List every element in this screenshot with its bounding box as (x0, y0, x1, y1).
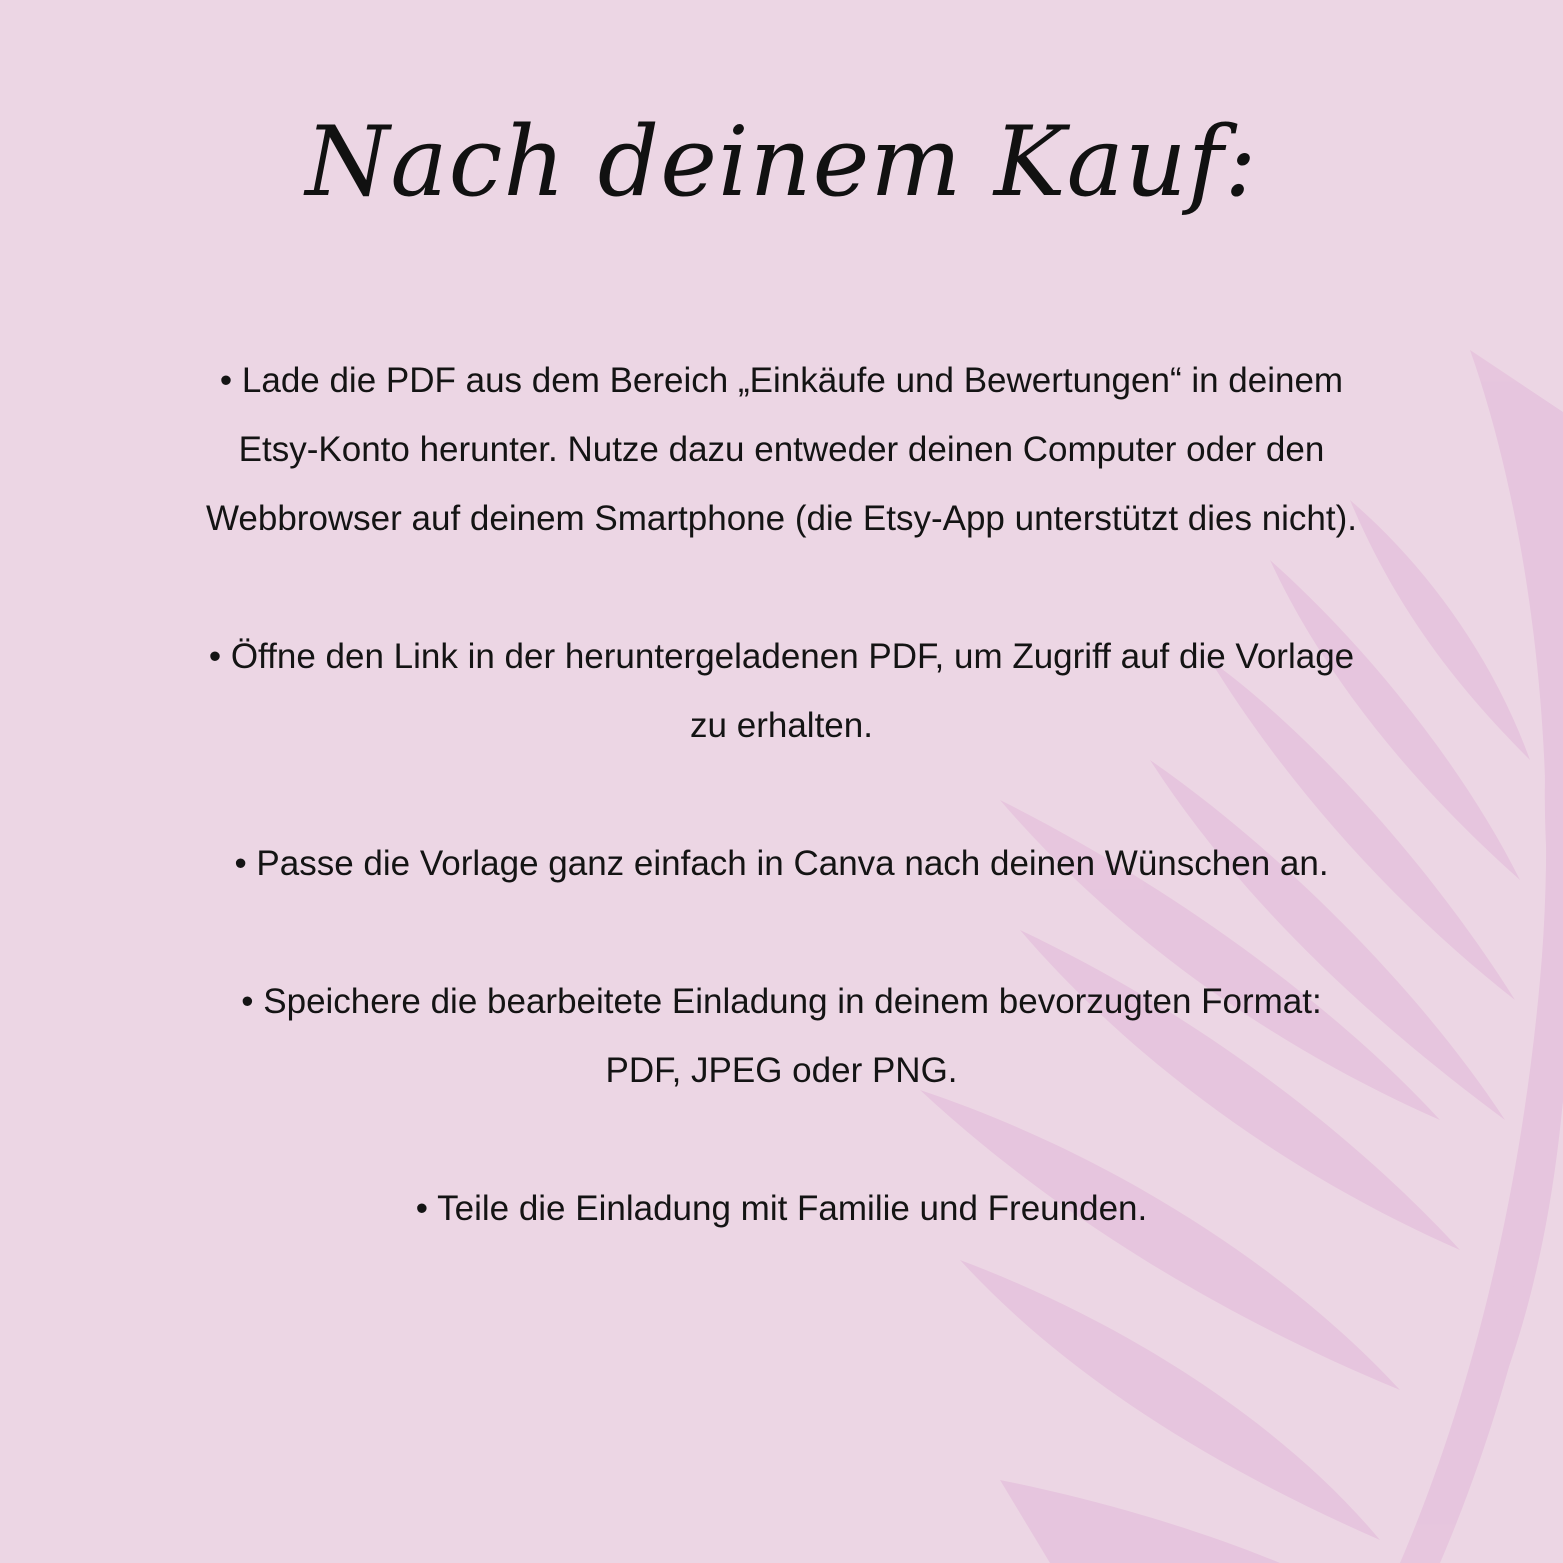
page-title: Nach deinem Kauf: (305, 106, 1258, 218)
step-download-pdf: • Lade die PDF aus dem Bereich „Einkäufe und Bewertungen“ in deinem Etsy-Konto herunter. Nutze dazu entweder deinen Computer oder den Webbrowser auf deinem Smartphone (die Etsy-App unterstützt dies nicht). (205, 361, 1358, 538)
step-customize-canva: • Passe die Vorlage ganz einfach in Canva nach deinen Wünschen an. (234, 844, 1329, 883)
step-share: • Teile die Einladung mit Familie und Freunden. (415, 1189, 1148, 1228)
steps-list (200, 346, 1363, 1243)
step-save-format: • Speichere die bearbeitete Einladung in deinem bevorzugten Format: PDF, JPEG oder PNG. (241, 982, 1322, 1090)
step-open-link: • Öffne den Link in der heruntergeladenen PDF, um Zugriff auf die Vorlage zu erhalten. (208, 637, 1355, 745)
